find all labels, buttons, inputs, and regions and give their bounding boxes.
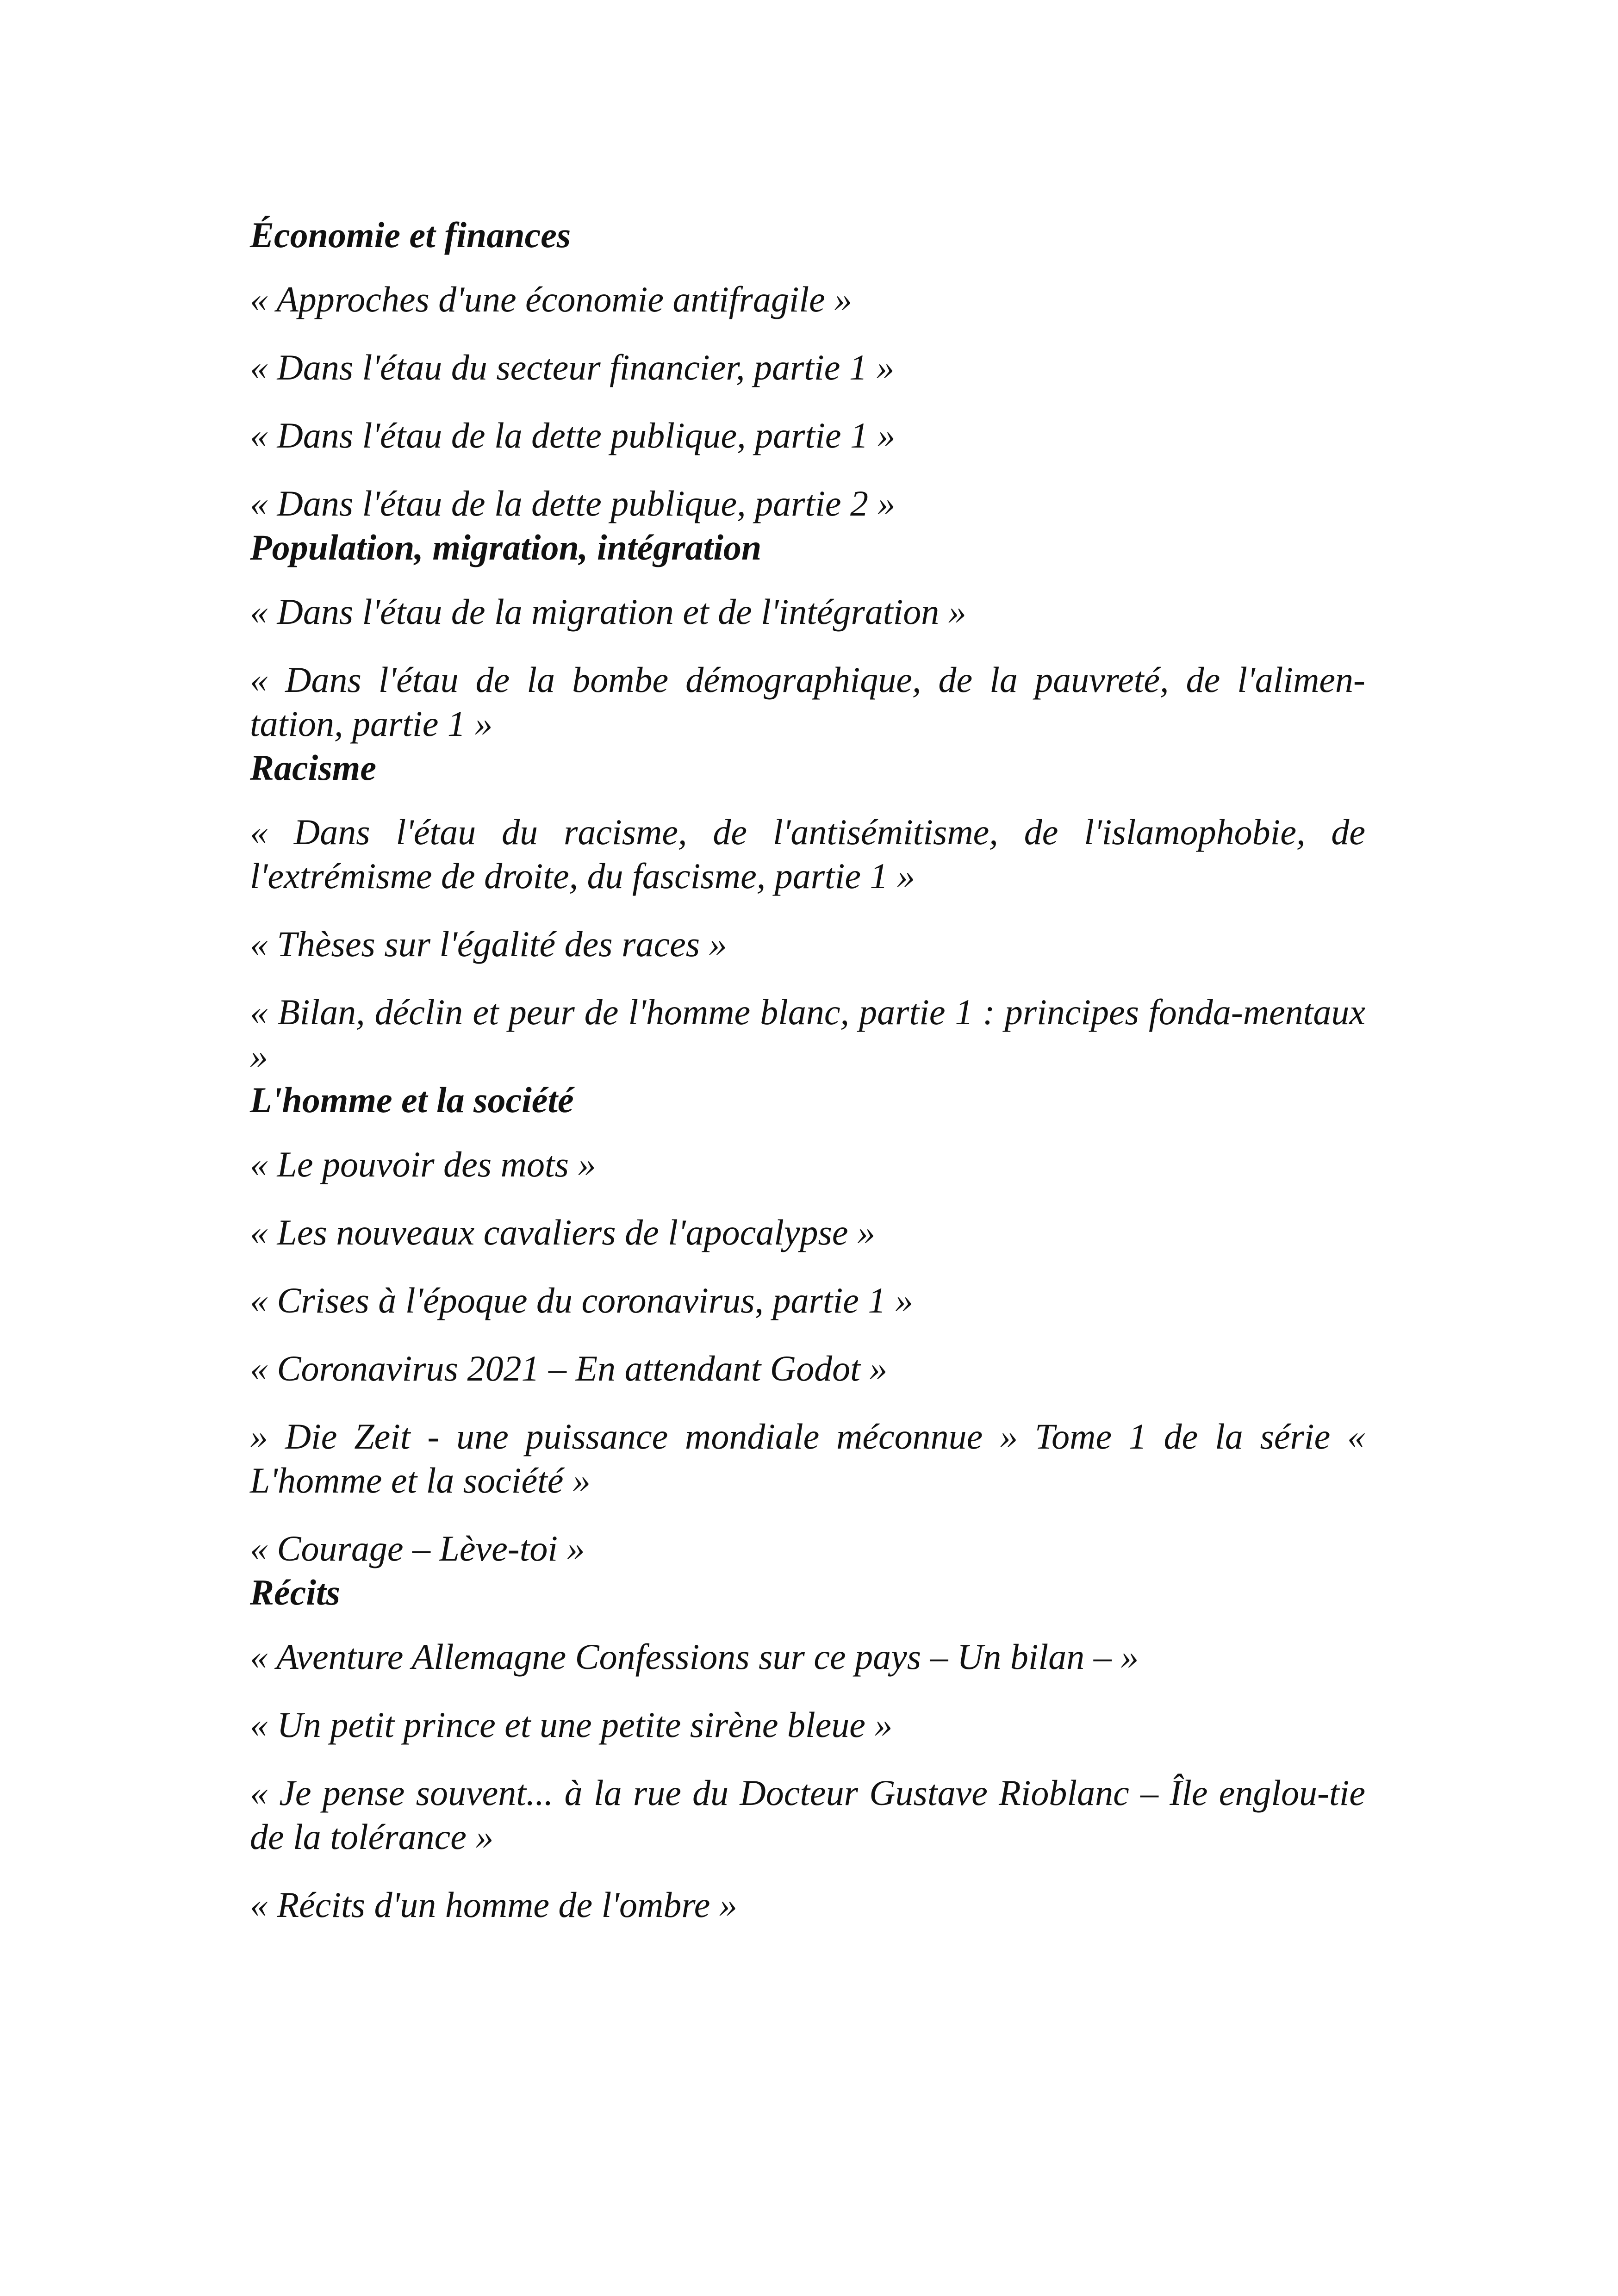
section-racisme xyxy=(250,746,1365,1078)
book-title-entry: « Dans l'étau du secteur financier, partie 1 » xyxy=(250,347,895,387)
book-title-entry: « Bilan, déclin et peur de l'homme blanc, partie 1 : principes fonda-mentaux » xyxy=(250,992,1365,1076)
book-title-entry: « Dans l'étau du racisme, de l'antisémitisme, de l'islamophobie, de l'extrémisme de droite, du fascisme, partie 1 » xyxy=(250,812,1365,896)
section-recits xyxy=(250,1570,1365,1927)
book-title-entry: « Un petit prince et une petite sirène bleue » xyxy=(250,1705,893,1745)
book-title-entry: « Dans l'étau de la dette publique, partie 2 » xyxy=(250,483,896,523)
book-title-entry: « Dans l'étau de la bombe démographique, de la pauvreté, de l'alimen-tation, partie 1 » xyxy=(250,660,1365,744)
book-title-entry: « Les nouveaux cavaliers de l'apocalypse » xyxy=(250,1212,875,1252)
book-title-entry: « Thèses sur l'égalité des races » xyxy=(250,924,727,964)
section-heading: Racisme xyxy=(250,747,376,788)
section-heading: L'homme et la société xyxy=(250,1080,574,1120)
book-title-entry: « Approches d'une économie antifragile » xyxy=(250,279,853,319)
book-title-entry: « Dans l'étau de la migration et de l'intégration » xyxy=(250,591,966,632)
book-title-entry: « Aventure Allemagne Confessions sur ce pays – Un bilan – » xyxy=(250,1636,1139,1677)
section-population-migration xyxy=(250,525,1365,746)
section-homme-societe xyxy=(250,1078,1365,1570)
section-heading: Économie et finances xyxy=(250,215,571,255)
section-heading: Population, migration, intégration xyxy=(250,527,762,567)
book-title-entry: « Le pouvoir des mots » xyxy=(250,1144,596,1184)
book-title-entry: « Crises à l'époque du coronavirus, partie 1 » xyxy=(250,1280,913,1320)
book-title-entry: « Récits d'un homme de l'ombre » xyxy=(250,1885,737,1925)
book-title-entry: « Je pense souvent... à la rue du Docteur Gustave Rioblanc – Île englou-tie de la tolérance » xyxy=(250,1773,1365,1857)
book-title-entry: « Coronavirus 2021 – En attendant Godot » xyxy=(250,1348,888,1388)
section-economie-finances xyxy=(250,213,1365,525)
book-title-entry: » Die Zeit - une puissance mondiale méconnue » Tome 1 de la série « L'homme et la société » xyxy=(250,1416,1365,1500)
book-title-entry: « Courage – Lève-toi » xyxy=(250,1528,585,1568)
book-list xyxy=(250,213,1365,1927)
book-title-entry: « Dans l'étau de la dette publique, partie 1 » xyxy=(250,415,896,455)
section-heading: Récits xyxy=(250,1572,340,1612)
